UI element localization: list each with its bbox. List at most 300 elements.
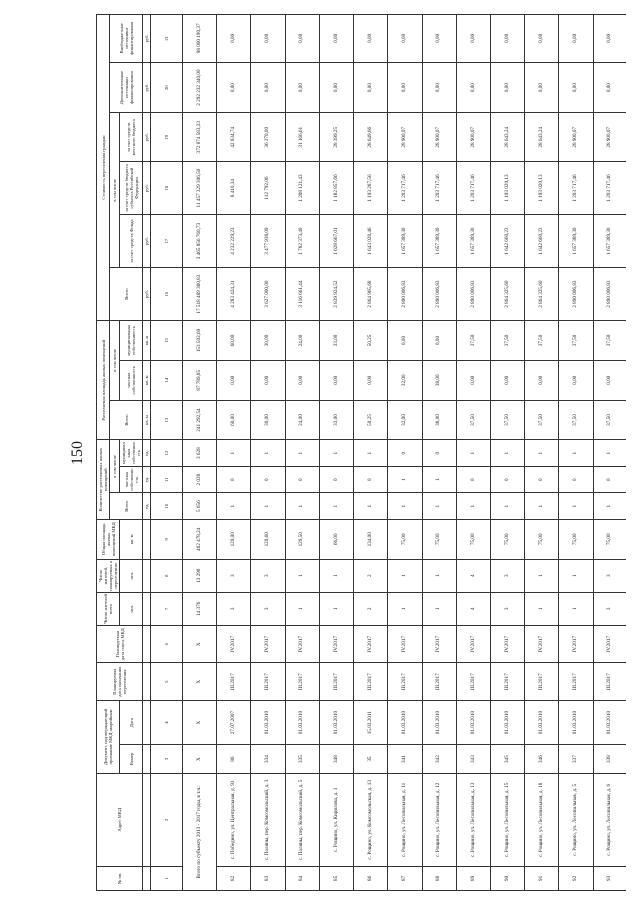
cell-residents: 3: [490, 592, 524, 625]
cell-area-private: 0,00: [456, 360, 490, 400]
cell-area-municipal: 37,50: [559, 321, 593, 361]
cell-doc-date: 01.03.2010: [422, 701, 456, 745]
cell-rooms-total: 1: [251, 493, 285, 520]
total-label: Всего по субъекту 2013 - 2017 годы, в т.ч.:: [183, 773, 217, 890]
th-unit-cost-regional: руб.: [143, 162, 151, 215]
column-number: 1: [151, 866, 183, 890]
cell-cost-extra: 0,00: [559, 62, 593, 113]
cell-area-municipal: 37,50: [456, 321, 490, 361]
cell-total-area: 75,00: [422, 519, 456, 559]
column-number-row: [151, 15, 183, 891]
cell-address: с. Рощино, ул. Лесопильная, д. 11: [388, 773, 422, 866]
cell-area-municipal: 37,50: [593, 321, 626, 361]
cell-planned-demolition: IV.2017: [559, 625, 593, 663]
th-units-blank-1: [143, 866, 151, 890]
cell-cost-extra-fin: 0,00: [251, 15, 285, 63]
cell-doc-number: 343: [456, 745, 490, 774]
cell-cost-fund: 1 657 389,30: [559, 215, 593, 268]
cell-no: 89: [456, 866, 490, 890]
cell-area-total: 33,00: [319, 400, 353, 440]
cell-doc-number: Х: [183, 745, 217, 774]
cell-rooms-municipal: 1: [354, 440, 388, 467]
th-residents: Число жителей всего: [97, 592, 120, 625]
cell-rooms-municipal: 1: [251, 440, 285, 467]
cell-cost-extra-fin: 0,00: [217, 15, 251, 63]
cell-no: 91: [525, 866, 559, 890]
th-units-blank-4: [143, 701, 151, 745]
cell-doc-date: 01.03.2010: [559, 701, 593, 745]
cell-cost-regional: 1 203 717,46: [388, 162, 422, 215]
cell-area-private: 0,00: [217, 360, 251, 400]
cell-cost-extra: 0,00: [251, 62, 285, 113]
th-area-private: частная собственность: [120, 360, 143, 400]
cell-doc-date: 27.07.2007: [217, 701, 251, 745]
cell-address: с. Рощино, ул. Лесопильная, д. 18: [525, 773, 559, 866]
cell-planned-demolition: IV.2017: [251, 625, 285, 663]
cell-cost-total: 2 864 325,60: [525, 268, 559, 321]
cell-residents-planned: 3: [251, 559, 285, 592]
cell-cost-fund: 3 477 938,09: [251, 215, 285, 268]
cell-doc-number: 338: [593, 745, 626, 774]
cell-residents: 1: [422, 592, 456, 625]
cell-cost-extra: 0,00: [217, 62, 251, 113]
cell-area-municipal: 37,50: [490, 321, 524, 361]
cell-cost-extra-fin: 0,00: [285, 15, 319, 63]
cell-residents-planned: 1: [285, 559, 319, 592]
cell-residents: 1: [285, 592, 319, 625]
column-number: 2: [151, 773, 183, 866]
th-unit-cost-local: руб.: [143, 113, 151, 162]
th-units-blank-7: [143, 592, 151, 625]
cell-cost-fund: 1 657 389,30: [388, 215, 422, 268]
cell-rooms-total: 1: [593, 493, 626, 520]
column-number: 9: [151, 519, 183, 559]
cell-total-area: 75,00: [388, 519, 422, 559]
cell-cost-total: 2 839 924,52: [319, 268, 353, 321]
cell-cost-total: 17 518 489 380,83: [183, 268, 217, 321]
cell-rooms-municipal: 0: [388, 440, 422, 467]
cell-cost-local: 28 399,25: [319, 113, 353, 162]
column-number: 12: [151, 440, 183, 467]
column-number: 14: [151, 360, 183, 400]
cell-rooms-private: 0: [490, 466, 524, 493]
cell-address: с. Рощино, ул. Лесопильная, д. 6: [593, 773, 626, 866]
column-number: 6: [151, 625, 183, 663]
cell-address: с. Рощино, ул. Лесопильная, д. 12: [422, 773, 456, 866]
th-extra-fin: Внебюджетные источники финансирования: [110, 15, 143, 63]
cell-total-area: 75,00: [593, 519, 626, 559]
column-number: 5: [151, 663, 183, 701]
cell-cost-extra: 0,00: [593, 62, 626, 113]
cell-area-municipal: 50,25: [354, 321, 388, 361]
cell-cost-total: 2 890 006,83: [593, 268, 626, 321]
cell-cost-extra-fin: 0,00: [388, 15, 422, 63]
cell-residents: 4: [456, 592, 490, 625]
table-row: [559, 15, 593, 891]
cell-planned-end: III.2017: [354, 663, 388, 701]
cell-area-municipal: 24,00: [285, 321, 319, 361]
cell-area-private: 38,00: [422, 360, 456, 400]
cell-planned-end: III.2017: [388, 663, 422, 701]
cell-cost-total: 3 116 661,44: [285, 268, 319, 321]
cell-area-municipal: 153 502,69: [183, 321, 217, 361]
th-unit-cost-fund: руб.: [143, 215, 151, 268]
cell-planned-demolition: IV.2017: [456, 625, 490, 663]
cell-rooms-private: 0: [456, 466, 490, 493]
cell-rooms-total: 1: [319, 493, 353, 520]
cell-planned-end: III.2017: [456, 663, 490, 701]
rotated-table-wrapper: [96, 14, 626, 891]
cell-doc-date: 01.03.2010: [456, 701, 490, 745]
table-body: [151, 15, 626, 891]
th-unit-total-area: кв. м: [120, 519, 143, 559]
th-unit-residents: чел.: [120, 592, 143, 625]
cell-rooms-total: 1: [217, 493, 251, 520]
cell-rooms-municipal: 1: [456, 440, 490, 467]
cell-planned-demolition: IV.2017: [354, 625, 388, 663]
cell-area-private: 87 789,85: [183, 360, 217, 400]
cell-cost-fund: 1 657 389,30: [456, 215, 490, 268]
cell-residents-planned: 13 290: [183, 559, 217, 592]
cell-doc-date: 01.03.2010: [285, 701, 319, 745]
cell-no: 82: [217, 866, 251, 890]
cell-rooms-municipal: 1: [285, 440, 319, 467]
table-row: [319, 15, 353, 891]
cell-cost-local: 28 900,07: [456, 113, 490, 162]
column-number: 19: [151, 113, 183, 162]
total-row: [183, 15, 217, 891]
cell-cost-total: 4 283 424,31: [217, 268, 251, 321]
cell-planned-demolition: Х: [183, 625, 217, 663]
cell-address: с. Рощино, ул. Лесопильная, д. 5: [559, 773, 593, 866]
cell-cost-extra: 2 292 232 340,00: [183, 62, 217, 113]
cell-planned-end: III.2017: [559, 663, 593, 701]
cell-total-area: 75,00: [559, 519, 593, 559]
cell-cost-total: 2 890 006,83: [559, 268, 593, 321]
table-row: [388, 15, 422, 891]
cell-area-total: 38,00: [422, 400, 456, 440]
cell-doc-date: 01.03.2010: [319, 701, 353, 745]
table-row: [251, 15, 285, 891]
cell-rooms-private: 0: [251, 466, 285, 493]
th-cost-local: за счет средств местного бюджета: [120, 113, 143, 162]
cell-cost-extra-fin: 0,00: [456, 15, 490, 63]
cell-total-area: 482 478,24: [183, 519, 217, 559]
cell-doc-number: 335: [285, 745, 319, 774]
cell-area-total: 37,50: [490, 400, 524, 440]
cell-cost-regional: 1 193 020,13: [490, 162, 524, 215]
cell-rooms-private: 0: [354, 466, 388, 493]
cell-total-area: 134,00: [354, 519, 388, 559]
cell-area-private: 0,00: [559, 360, 593, 400]
cell-no: 90: [490, 866, 524, 890]
cell-doc-date: 01.03.2010: [525, 701, 559, 745]
cell-no: 85: [319, 866, 353, 890]
cell-rooms-total: 1: [422, 493, 456, 520]
cell-cost-total: 2 890 006,83: [456, 268, 490, 321]
cell-area-municipal: 0,00: [388, 321, 422, 361]
cell-area-total: 37,50: [559, 400, 593, 440]
cell-doc-date: 01.03.2010: [593, 701, 626, 745]
cell-rooms-private: 0: [525, 466, 559, 493]
th-doc-date: Дата: [120, 701, 143, 745]
column-number: 8: [151, 559, 183, 592]
cell-cost-extra: 0,00: [422, 62, 456, 113]
th-units-blank-6: [143, 625, 151, 663]
th-units-blank-9: [143, 519, 151, 559]
th-doc: Документ, подтверждающий признание МКД аварийным: [97, 701, 120, 774]
th-units-blank-2: [143, 773, 151, 866]
table-row: [490, 15, 524, 891]
cell-area-total: 241 292,54: [183, 400, 217, 440]
cell-cost-extra: 0,00: [388, 62, 422, 113]
cell-planned-end: III.2017: [422, 663, 456, 701]
cell-residents: 3: [593, 592, 626, 625]
cell-cost-fund: 1 642 660,23: [490, 215, 524, 268]
cell-cost-local: 28 649,66: [354, 113, 388, 162]
th-rooms-municipal: муниципальная собственность: [120, 440, 143, 467]
cell-cost-regional: 1 193 020,13: [525, 162, 559, 215]
cell-address: с. Рощино, ул. Комсомольская, д. 13: [354, 773, 388, 866]
cell-cost-fund: 1 657 389,30: [593, 215, 626, 268]
column-number: 17: [151, 215, 183, 268]
cell-rooms-private: 0: [285, 466, 319, 493]
th-unit-rooms-municipal: ед.: [143, 440, 151, 467]
th-unit-area-private: кв. м: [143, 360, 151, 400]
cell-no: 84: [285, 866, 319, 890]
column-number: 7: [151, 592, 183, 625]
cell-rooms-private: 2 028: [183, 466, 217, 493]
th-rooms-count: Количество расселяемых жилых помещений: [97, 440, 110, 520]
th-extra-sources: Дополнительные источники финансирования: [110, 62, 143, 113]
cell-total-area: 120,60: [251, 519, 285, 559]
cell-total-area: 75,00: [525, 519, 559, 559]
cell-area-private: 0,00: [593, 360, 626, 400]
cell-cost-local: 372 874 583,33: [183, 113, 217, 162]
cell-rooms-total: 1: [354, 493, 388, 520]
cell-planned-demolition: IV.2017: [217, 625, 251, 663]
table-row: [422, 15, 456, 891]
cell-doc-date: 01.03.2010: [388, 701, 422, 745]
column-number: 3: [151, 745, 183, 774]
cell-doc-date: 01.03.2010: [490, 701, 524, 745]
table-row: [285, 15, 319, 891]
cell-cost-local: 28 900,07: [593, 113, 626, 162]
cell-cost-total: 2 864 325,60: [490, 268, 524, 321]
cell-cost-extra-fin: 0,00: [559, 15, 593, 63]
th-unit-residents-planned: чел.: [120, 559, 143, 592]
cell-doc-number: 341: [388, 745, 422, 774]
cell-rooms-total: 1: [285, 493, 319, 520]
cell-cost-extra: 0,00: [285, 62, 319, 113]
table-row: [456, 15, 490, 891]
cell-planned-end: III.2017: [251, 663, 285, 701]
cell-rooms-private: 0: [217, 466, 251, 493]
cell-cost-extra-fin: 98 000 190,37: [183, 15, 217, 63]
cell-no: 86: [354, 866, 388, 890]
cell-cost-total: 2 864 965,68: [354, 268, 388, 321]
cell-planned-demolition: IV.2017: [525, 625, 559, 663]
cell-address: с. Рощино, ул. Лесопильная, д. 13: [456, 773, 490, 866]
cell-cost-extra: 0,00: [490, 62, 524, 113]
cell-residents-planned: 3: [593, 559, 626, 592]
th-unit-rooms-total: ед.: [143, 493, 151, 520]
cell-cost-regional: 11 457 329 306,50: [183, 162, 217, 215]
cell-residents: 3: [251, 592, 285, 625]
cell-cost-fund: 1 657 389,30: [422, 215, 456, 268]
cell-cost-fund: 1 782 373,40: [285, 215, 319, 268]
th-planned-end: Планируемая дата окончания переселения: [97, 663, 143, 701]
cell-planned-demolition: IV.2017: [319, 625, 353, 663]
cell-cost-local: 28 900,07: [388, 113, 422, 162]
column-number: 18: [151, 162, 183, 215]
cell-cost-total: 3 627 000,00: [251, 268, 285, 321]
cell-cost-local: 42 834,74: [217, 113, 251, 162]
cell-cost-local: 28 900,07: [422, 113, 456, 162]
th-unit-cost-extra-fin: руб.: [143, 15, 151, 63]
cell-rooms-municipal: 1: [559, 440, 593, 467]
th-units-blank-5: [143, 663, 151, 701]
cell-total-area: 66,00: [319, 519, 353, 559]
cell-rooms-total: 5 656: [183, 493, 217, 520]
table-row: [217, 15, 251, 891]
cell-area-total: 30,00: [251, 400, 285, 440]
cell-cost-extra: 0,00: [456, 62, 490, 113]
cell-residents-planned: 1: [525, 559, 559, 592]
cell-rooms-total: 1: [525, 493, 559, 520]
cell-rooms-private: 1: [422, 466, 456, 493]
cell-cost-regional: 1 208 121,43: [285, 162, 319, 215]
cell-cost-extra-fin: 0,00: [319, 15, 353, 63]
cell-planned-end: Х: [183, 663, 217, 701]
cell-rooms-private: 0: [593, 466, 626, 493]
cell-cost-local: 31 166,61: [285, 113, 319, 162]
cell-cost-local: 36 270,00: [251, 113, 285, 162]
table-row: [593, 15, 626, 891]
th-residents-planned: Число жителей, планируемых к переселению: [98, 560, 119, 591]
th-doc-number: Номер: [120, 745, 143, 774]
column-number: 15: [151, 321, 183, 361]
cell-doc-date: 15.03.2011: [354, 701, 388, 745]
cell-residents-planned: 1: [422, 559, 456, 592]
column-number: 11: [151, 466, 183, 493]
cell-rooms-municipal: 1: [217, 440, 251, 467]
cell-rooms-municipal: 1: [593, 440, 626, 467]
cell-residents-planned: 3: [217, 559, 251, 592]
cell-cost-local: 28 643,24: [490, 113, 524, 162]
page-number: 150: [69, 441, 86, 465]
cell-area-private: 0,00: [285, 360, 319, 400]
cell-rooms-total: 1: [559, 493, 593, 520]
cell-planned-end: III.2017: [285, 663, 319, 701]
cell-area-municipal: 30,00: [251, 321, 285, 361]
cell-no: 93: [593, 866, 626, 890]
cell-cost-regional: 1 203 717,46: [422, 162, 456, 215]
th-area-total: Всего: [110, 400, 143, 440]
cell-area-private: 0,00: [319, 360, 353, 400]
cell-rooms-private: 0: [319, 466, 353, 493]
cell-doc-number: 346: [525, 745, 559, 774]
cell-rooms-municipal: 1: [319, 440, 353, 467]
th-rooms-incl: в том числе: [110, 440, 120, 493]
th-address: Адрес МКД: [97, 773, 143, 866]
cell-planned-end: III.2017: [593, 663, 626, 701]
column-number: 20: [151, 62, 183, 113]
cell-rooms-private: 1: [388, 466, 422, 493]
cell-area-municipal: 37,50: [525, 321, 559, 361]
th-cost-fund: за счет средств Фонда: [120, 215, 143, 268]
cell-rooms-total: 1: [388, 493, 422, 520]
cell-cost-regional: 1 203 717,46: [456, 162, 490, 215]
cell-cost-extra-fin: 0,00: [490, 15, 524, 63]
cell-doc-number: 35: [354, 745, 388, 774]
th-unit-cost-extra: руб.: [143, 62, 151, 113]
th-total-area: Общая площадь жилых помещений МКД: [97, 519, 120, 559]
cell-cost-regional: 1 203 717,46: [559, 162, 593, 215]
cell-address: с. Поляны, пер. Комсомольский, д. 3: [251, 773, 285, 866]
cell-planned-demolition: IV.2017: [388, 625, 422, 663]
th-unit-area-total: кв. м: [143, 400, 151, 440]
cell-residents-planned: 1: [388, 559, 422, 592]
cell-rooms-municipal: 3 628: [183, 440, 217, 467]
table-row: [354, 15, 388, 891]
cell-doc-date: 01.03.2010: [251, 701, 285, 745]
cell-residents: 3: [217, 592, 251, 625]
cell-cost-fund: 1 643 028,46: [354, 215, 388, 268]
cell-cost-regional: 112 792,06: [251, 162, 285, 215]
th-rooms-total: Всего: [110, 493, 143, 520]
cell-doc-number: 337: [559, 745, 593, 774]
cell-planned-end: III.2017: [525, 663, 559, 701]
cell-residents: 1: [525, 592, 559, 625]
column-number: 13: [151, 400, 183, 440]
cell-area-municipal: 60,00: [217, 321, 251, 361]
th-cost-total: Всего: [110, 268, 143, 321]
cell-cost-total: 2 890 006,83: [388, 268, 422, 321]
cell-area-private: 0,00: [490, 360, 524, 400]
cell-rooms-municipal: 1: [490, 440, 524, 467]
th-no: № пп.: [97, 866, 143, 890]
cell-planned-demolition: IV.2017: [490, 625, 524, 663]
column-number: 10: [151, 493, 183, 520]
cell-cost-extra-fin: 0,00: [422, 15, 456, 63]
cell-residents: 1: [319, 592, 353, 625]
th-rooms-private: частная собственность: [120, 466, 143, 493]
cell-residents-planned: 1: [559, 559, 593, 592]
th-area-municipal: муниципальная собственность: [120, 321, 143, 361]
cell-area-municipal: 33,00: [319, 321, 353, 361]
cell-area-total: 37,50: [456, 400, 490, 440]
cell-doc-number: 348: [319, 745, 353, 774]
cell-planned-demolition: IV.2017: [422, 625, 456, 663]
column-number: 16: [151, 268, 183, 321]
cell-address: с. Рощино, ул. Лесопильная, д. 15: [490, 773, 524, 866]
cell-area-total: 37,50: [525, 400, 559, 440]
cell-total-area: 75,00: [456, 519, 490, 559]
cell-cost-local: 28 643,24: [525, 113, 559, 162]
cell-rooms-total: 1: [490, 493, 524, 520]
th-area-incl: в том числе: [110, 321, 120, 401]
th-unit-cost-total: руб.: [143, 268, 151, 321]
cell-area-total: 32,00: [388, 400, 422, 440]
th-cost-regional: за счет средств бюджета субъекта Российской Федерации: [120, 162, 143, 215]
cell-residents-planned: 2: [354, 559, 388, 592]
cell-doc-number: 334: [251, 745, 285, 774]
cell-residents: 14 376: [183, 592, 217, 625]
cell-rooms-municipal: 0: [422, 440, 456, 467]
cell-area-municipal: 0,00: [422, 321, 456, 361]
cell-cost-extra: 0,00: [319, 62, 353, 113]
